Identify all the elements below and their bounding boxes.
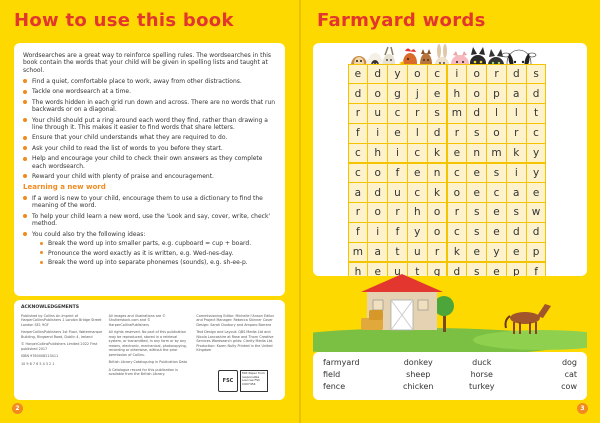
fsc-logo: FSC [218, 370, 238, 392]
word-item: field [323, 370, 341, 379]
ideas-intro: You could also try the following ideas: [32, 230, 146, 238]
learning-list [23, 195, 276, 267]
grid-cell: e [486, 202, 507, 223]
list-item: Find a quiet, comfortable place to work, away from other distractions. [23, 78, 276, 85]
word-item: turkey [469, 382, 495, 391]
grid-cell: u [387, 262, 408, 276]
grid-cell: f [387, 163, 408, 184]
grid-cell: e [387, 123, 408, 144]
grid-cell: m [447, 103, 468, 124]
word-item: duck [472, 358, 492, 367]
ack-heading: ACKNOWLEDGEMENTS [21, 305, 80, 310]
wordsearch-panel [313, 43, 587, 276]
grid-cell: r [348, 103, 369, 124]
word-column [514, 357, 578, 395]
grid-cell: a [506, 182, 527, 203]
grid-cell: r [348, 202, 369, 223]
grid-cell: c [348, 143, 369, 164]
grid-cell: r [427, 242, 448, 263]
grid-cell: e [526, 182, 547, 203]
grid-cell: k [427, 182, 448, 203]
ack-text: HarperCollinsPublishers 1st Floor, Watermarque Building, Ringsend Road, Dublin 4, Ireland [21, 330, 103, 339]
grid-cell: y [526, 143, 547, 164]
grid-cell: a [506, 83, 527, 104]
grid-cell: d [367, 182, 388, 203]
list-item: Break the word up into smaller parts, e.g. cupboard = cup + board. [32, 240, 276, 247]
word-column [387, 357, 451, 395]
grid-cell: c [526, 123, 547, 144]
grid-cell: a [367, 242, 388, 263]
grid-cell: e [348, 64, 369, 85]
grid-cell: e [486, 262, 507, 276]
grid-cell: c [486, 182, 507, 203]
list-item: Reward your child with plenty of praise and encouragement. [23, 173, 276, 180]
grid-cell: h [348, 262, 369, 276]
word-list [313, 352, 587, 400]
grid-cell: l [486, 103, 507, 124]
grid-cell: h [447, 83, 468, 104]
page-number-right: 3 [577, 403, 588, 414]
grid-cell: r [447, 123, 468, 144]
instructions-panel [14, 43, 285, 296]
book-spine [299, 0, 301, 423]
grid-cell: c [387, 103, 408, 124]
grid-cell: f [348, 123, 369, 144]
grid-cell: c [447, 163, 468, 184]
ack-text: 10 9 8 7 6 5 4 3 2 1 [21, 361, 55, 366]
horse-icon [506, 304, 552, 334]
learning-heading: Learning a new word [23, 182, 106, 191]
grid-cell: r [486, 64, 507, 85]
grid-cell: d [526, 83, 547, 104]
grid-cell: n [466, 143, 487, 164]
grid-cell: m [486, 143, 507, 164]
grid-cell: y [486, 242, 507, 263]
word-column [450, 357, 514, 395]
grid-cell: g [387, 83, 408, 104]
list-item: Your child should put a ring around each word they find, rather than drawing a line through it. This makes it easier to find words that share letters. [23, 117, 276, 132]
grid-cell: o [466, 64, 487, 85]
grid-cell: e [506, 242, 527, 263]
word-item: farmyard [323, 358, 360, 367]
grid-cell: r [407, 103, 428, 124]
grid-cell: d [526, 222, 547, 243]
word-item: cat [564, 370, 577, 379]
grid-cell: o [367, 163, 388, 184]
intro-text: Wordsearches are a great way to reinforce spelling rules. The wordsearches in this book contain the words that your child will be given in spelling lists and taught at school. [23, 52, 272, 74]
grid-cell: j [407, 83, 428, 104]
grid-cell: l [407, 123, 428, 144]
grid-cell: o [367, 202, 388, 223]
grid-cell: o [447, 182, 468, 203]
grid-cell: i [387, 143, 408, 164]
list-item: The words hidden in each grid run down and across. There are no words that run backwards or on a diagonal. [23, 99, 276, 114]
grid-cell: e [466, 182, 487, 203]
page-title-left: How to use this book [14, 10, 234, 31]
grid-cell: u [387, 182, 408, 203]
grid-cell: d [427, 123, 448, 144]
grid-cell: t [407, 262, 428, 276]
grid-cell: i [447, 64, 468, 85]
fsc-mix-label: MIX Paper from responsible sources FSC C007454 [240, 370, 268, 392]
grid-cell: f [526, 262, 547, 276]
grid-cell: p [526, 242, 547, 263]
grid-cell: w [526, 202, 547, 223]
grid-cell: o [407, 64, 428, 85]
grid-cell: h [407, 202, 428, 223]
grid-cell: s [466, 202, 487, 223]
grid-cell: d [466, 103, 487, 124]
list-item: Pronounce the word exactly as it is written, e.g. Wed-nes-day. [32, 250, 276, 257]
farm-scene-illustration [313, 272, 587, 352]
grid-cell: p [486, 83, 507, 104]
grid-cell: s [466, 262, 487, 276]
hay-bale-icon [361, 310, 383, 330]
grid-cell: u [407, 242, 428, 263]
grid-cell: i [506, 163, 527, 184]
word-item: cow [561, 382, 577, 391]
grid-cell: k [427, 143, 448, 164]
grid-cell: i [367, 222, 388, 243]
grid-cell: c [447, 222, 468, 243]
grid-cell: y [526, 163, 547, 184]
grid-cell: d [447, 262, 468, 276]
grid-cell: e [466, 242, 487, 263]
grid-cell: s [486, 163, 507, 184]
ack-text: ISBN 9780008213411 [21, 354, 59, 358]
grid-cell: o [486, 123, 507, 144]
grid-cell: e [407, 163, 428, 184]
grid-cell: p [506, 262, 527, 276]
list-item: Break the word up into separate phonemes (sounds), e.g. sh-ee-p. [32, 259, 276, 266]
wordsearch-grid [348, 64, 546, 276]
grid-cell: c [348, 163, 369, 184]
list-item: Tackle one wordsearch at a time. [23, 88, 276, 95]
list-item [23, 231, 276, 267]
grid-cell: c [407, 143, 428, 164]
grid-cell: t [526, 103, 547, 124]
ack-column [109, 314, 191, 380]
grid-cell: t [387, 242, 408, 263]
grid-cell: i [367, 123, 388, 144]
ack-text: A Catalogue record for this publication is available from the British Library. [108, 367, 178, 376]
ack-text: British Library Cataloguing in Publication Data [108, 360, 187, 364]
grid-cell: e [427, 83, 448, 104]
grid-cell: r [387, 202, 408, 223]
grid-cell: f [348, 222, 369, 243]
grid-cell: e [447, 143, 468, 164]
grid-cell: u [367, 103, 388, 124]
grid-cell: d [506, 222, 527, 243]
page-number-left: 2 [12, 403, 23, 414]
grid-cell: e [367, 262, 388, 276]
word-item: dog [561, 358, 577, 367]
page-title-right: Farmyard words [317, 10, 486, 31]
ack-text: Text Design and Layout: QBS Media Ltd and Nicola Lancashire at Rose and Thorn Creative Services Wordsearch grids: Clarity Media Ltd. Production: Karen Nulty Printed in the United Kingdom [196, 330, 274, 352]
grid-cell: s [506, 202, 527, 223]
word-item: chicken [403, 382, 434, 391]
ack-text: All rights reserved. No part of this publication may be reproduced, stored in a retrieval system, or transmitted, in any form or by any means, electronic, mechanical, photocopying, recording or otherwise, without the prior permission of Collins. [108, 330, 187, 357]
grid-cell: s [526, 64, 547, 85]
grid-cell: c [407, 182, 428, 203]
ack-text: Published by Collins An imprint of HarperCollinsPublishers 1 London Bridge Street London SE1 9GF [21, 313, 102, 327]
list-item: Ask your child to read the list of words to you before they start. [23, 145, 276, 152]
grid-cell: e [466, 163, 487, 184]
grid-cell: a [348, 182, 369, 203]
grid-cell: k [506, 143, 527, 164]
grid-cell: k [447, 242, 468, 263]
grid-cell: o [427, 202, 448, 223]
list-item: To help your child learn a new word, use the 'Look and say, cover, write, check' method. [23, 213, 276, 228]
grid-cell: o [427, 222, 448, 243]
grid-cell: s [466, 222, 487, 243]
grid-cell: l [506, 103, 527, 124]
acknowledgements-panel [14, 300, 285, 400]
list-item: If a word is new to your child, encourage them to use a dictionary to find the meaning of the word. [23, 195, 276, 210]
word-item: donkey [403, 358, 433, 367]
grid-cell: h [367, 143, 388, 164]
grid-cell: r [447, 202, 468, 223]
grid-cell: d [506, 64, 527, 85]
grid-cell: c [427, 64, 448, 85]
grid-cell: o [367, 83, 388, 104]
grid-cell: m [348, 242, 369, 263]
grid-cell: r [506, 123, 527, 144]
ideas-list [32, 240, 276, 267]
grid-cell: y [387, 64, 408, 85]
grid-cell: e [486, 222, 507, 243]
list-item: Ensure that your child understands what they are required to do. [23, 134, 276, 141]
ack-text: © HarperCollinsPublishers Limited 2022 First published 2017 [21, 342, 98, 351]
word-column [323, 357, 387, 395]
ack-text: Commissioning Editor: Michelle l'Anson Editor and Project Manager: Rebecca Skinner Cover Design: Sarah Duxbury and Amparo Barrera [196, 313, 275, 327]
grid-cell: f [387, 222, 408, 243]
grid-cell: y [407, 222, 428, 243]
word-item: horse [470, 370, 493, 379]
grid-cell: d [348, 83, 369, 104]
ack-text: All images and illustrations are © Shutterstock.com and © HarperCollinsPublishers [108, 313, 166, 327]
word-item: fence [323, 382, 346, 391]
grid-cell: n [427, 163, 448, 184]
word-item: sheep [406, 370, 431, 379]
grid-cell: s [466, 123, 487, 144]
list-item: Help and encourage your child to check their own answers as they complete each wordsearch. [23, 155, 276, 170]
ack-column [21, 314, 103, 380]
grid-cell: d [367, 64, 388, 85]
grid-cell: o [466, 83, 487, 104]
grid-cell: g [427, 262, 448, 276]
grid-cell: s [427, 103, 448, 124]
instructions-list [23, 78, 276, 181]
